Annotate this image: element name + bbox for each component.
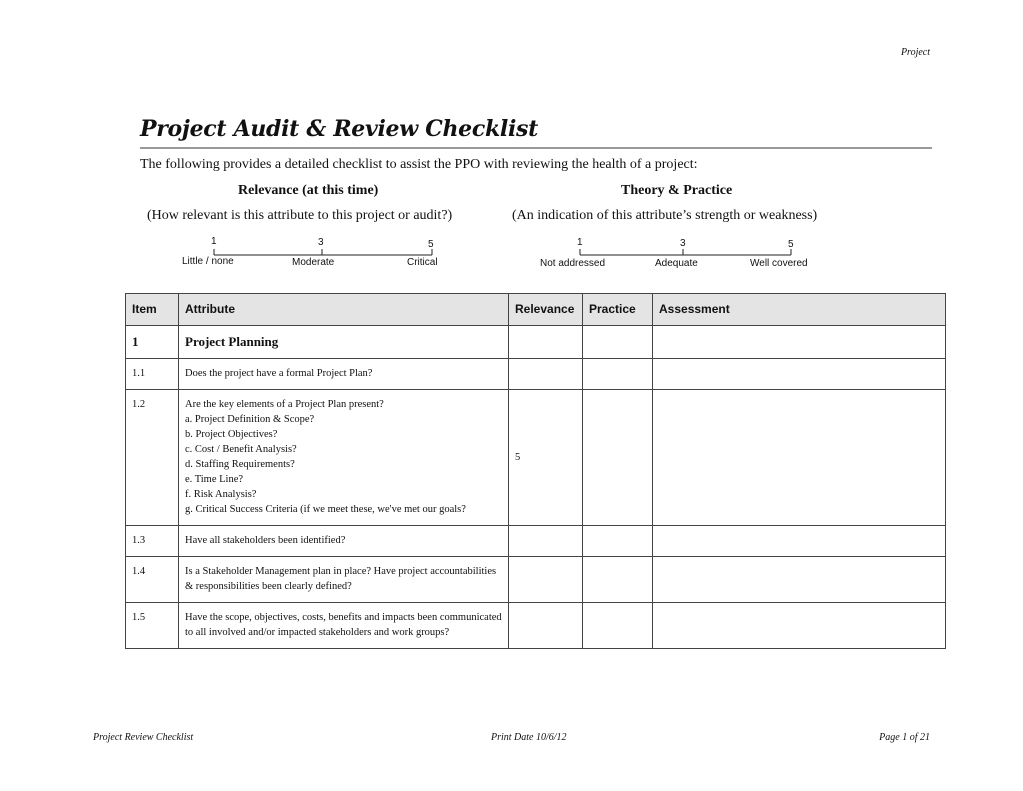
table-header-row [126,294,946,326]
relevance-cell[interactable] [509,603,583,649]
table-row [126,557,946,603]
column-header-practice: Practice [583,294,653,326]
attribute-text: Are the key elements of a Project Plan present? [185,399,384,410]
attribute-subitem: e. Time Line? [185,474,244,485]
practice-scale-label: Adequate [655,258,698,269]
section-title: Project Planning [179,326,509,359]
relevance-description: (How relevant is this attribute to this project or audit?) [147,208,453,223]
assessment-cell[interactable] [653,390,946,526]
practice-description: (An indication of this attribute’s strength or weakness) [512,208,818,223]
assessment-cell[interactable] [653,326,946,359]
practice-scale-number: 5 [788,239,794,250]
assessment-cell[interactable] [653,603,946,649]
attribute-subitem: d. Staffing Requirements? [185,459,295,470]
footer-page-number: Page 1 of 21 [879,732,930,743]
item-number: 1.2 [126,390,179,526]
practice-cell[interactable] [583,390,653,526]
rating-scales [0,0,1023,300]
attribute-cell [179,390,509,526]
relevance-scale-number: 5 [428,239,434,250]
column-header-relevance: Relevance [509,294,583,326]
practice-scale-label: Not addressed [540,258,606,269]
attribute-subitem: a. Project Definition & Scope? [185,414,315,425]
column-header-assessment: Assessment [653,294,946,326]
page-title: Project Audit & Review Checklist [140,116,538,142]
relevance-heading: Relevance (at this time) [238,183,379,198]
attribute-cell [179,603,509,649]
table-row [126,603,946,649]
column-header-item: Item [126,294,179,326]
checklist-table [125,293,946,649]
practice-cell[interactable] [583,359,653,390]
section-number: 1 [126,326,179,359]
relevance-cell[interactable] [509,326,583,359]
attribute-subitem: g. Critical Success Criteria (if we meet these, we've met our goals? [185,504,466,515]
running-header: Project [900,47,930,58]
intro-text: The following provides a detailed checklist to assist the PPO with reviewing the health of a project: [140,157,698,172]
attribute-cell [179,359,509,390]
item-number: 1.4 [126,557,179,603]
practice-cell[interactable] [583,526,653,557]
assessment-cell[interactable] [653,557,946,603]
relevance-scale-label: Moderate [292,257,335,268]
attribute-text: Is a Stakeholder Management plan in place? Have project accountabilities & responsibilities been clearly defined? [185,566,497,592]
relevance-scale-number: 1 [211,236,217,247]
section-row [126,326,946,359]
table-row [126,526,946,557]
practice-cell[interactable] [583,326,653,359]
relevance-scale-label: Little / none [182,256,234,267]
assessment-cell[interactable] [653,526,946,557]
item-number: 1.1 [126,359,179,390]
attribute-text: Have all stakeholders been identified? [185,535,346,546]
attribute-subitem: f. Risk Analysis? [185,489,257,500]
relevance-cell[interactable] [509,557,583,603]
attribute-cell [179,557,509,603]
practice-cell[interactable] [583,603,653,649]
relevance-scale-line [214,249,432,255]
practice-heading: Theory & Practice [621,183,733,198]
attribute-cell [179,526,509,557]
footer-print-date: Print Date 10/6/12 [491,732,567,743]
practice-scale-line [580,249,791,255]
attribute-subitem: c. Cost / Benefit Analysis? [185,444,297,455]
practice-scale-label: Well covered [750,258,808,269]
attribute-subitem: b. Project Objectives? [185,429,278,440]
attribute-text: Does the project have a formal Project Plan? [185,368,373,379]
practice-scale-number: 3 [680,238,686,249]
relevance-scale-label: Critical [407,257,438,268]
relevance-scale-number: 3 [318,237,324,248]
attribute-text: Have the scope, objectives, costs, benefits and impacts been communicated to all involved and/or impacted stakeholders and work groups? [185,612,502,638]
item-number: 1.3 [126,526,179,557]
table-row [126,390,946,526]
practice-cell[interactable] [583,557,653,603]
relevance-cell[interactable] [509,359,583,390]
item-number: 1.5 [126,603,179,649]
relevance-cell[interactable]: 5 [509,390,583,526]
practice-scale-number: 1 [577,237,583,248]
relevance-cell[interactable] [509,526,583,557]
table-row [126,359,946,390]
footer-document-title: Project Review Checklist [93,732,194,743]
assessment-cell[interactable] [653,359,946,390]
column-header-attribute: Attribute [179,294,509,326]
